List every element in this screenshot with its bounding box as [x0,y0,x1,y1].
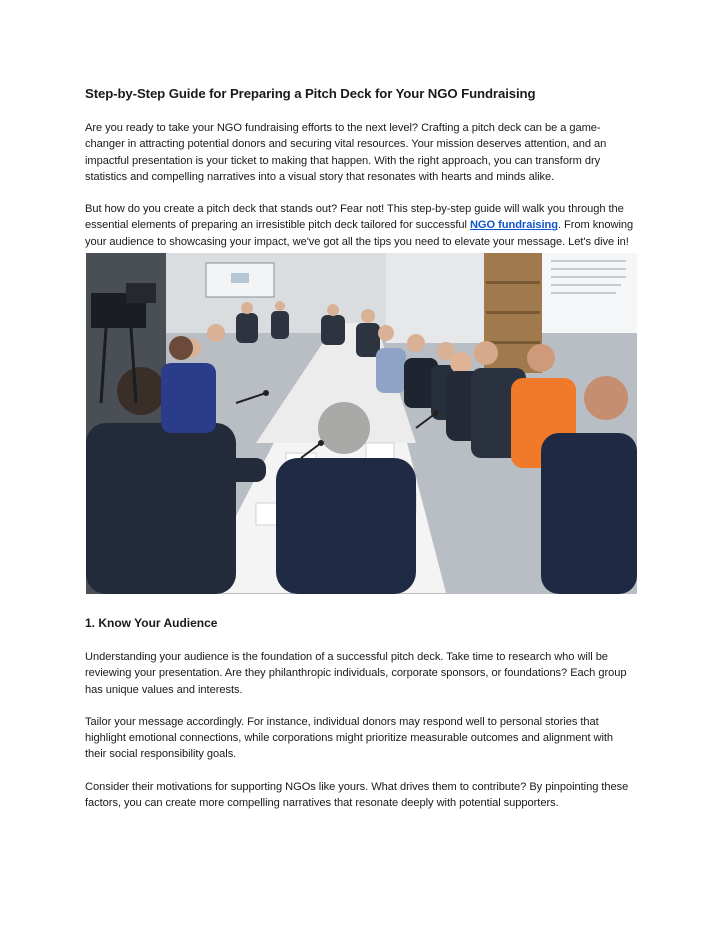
section-paragraph-2: Tailor your message accordingly. For instance, individual donors may respond well to personal stories that highlight emotional connections, while corporations might prioritize measurable outcomes and alignment with their social responsibility goals. [85,715,614,761]
intro-paragraph-1: Are you ready to take your NGO fundraising efforts to the next level? Crafting a pitch deck can be a game-changer in attracting potential donors and securing vital resources. Your mission deserves attention, and an impactful presentation is your ticket to making that happen. With the right approach, you can transform dry statistics and compelling narratives into a visual story that resonates with hearts and minds alike. [85,122,607,183]
intro-paragraph-2-end: . From knowing your audience to showcasing your impact, we've got all the tips you need to elevate your message. Let's dive in! [85,219,634,248]
intro-paragraph-2-start: But how do you create a pitch deck that stands out? Fear not! This step-by-step guide will walk you through the essential elements of preparing an irresistible pitch deck tailored for successful [85,203,624,232]
meeting-photo [86,253,637,594]
section-know-your-audience [85,615,637,811]
intro-paragraph-2 [85,201,637,250]
section-paragraph-3: Consider their motivations for supporting NGOs like yours. What drives them to contribute? By pinpointing these factors, you can create more compelling narratives that resonate deeply with potential supporters. [85,780,629,810]
section-heading: 1. Know Your Audience [85,616,218,630]
meeting-photo-illustration [86,253,637,594]
article-intro [85,86,637,250]
section-paragraph-1: Understanding your audience is the foundation of a successful pitch deck. Take time to research who will be reviewing your presentation. Are they philanthropic individuals, corporate sponsors, or foundations? Each group has unique values and interests. [85,651,627,696]
ngo-fundraising-link[interactable]: NGO fundraising [469,219,558,232]
article-title: Step-by-Step Guide for Preparing a Pitch Deck for Your NGO Fundraising [85,86,536,101]
